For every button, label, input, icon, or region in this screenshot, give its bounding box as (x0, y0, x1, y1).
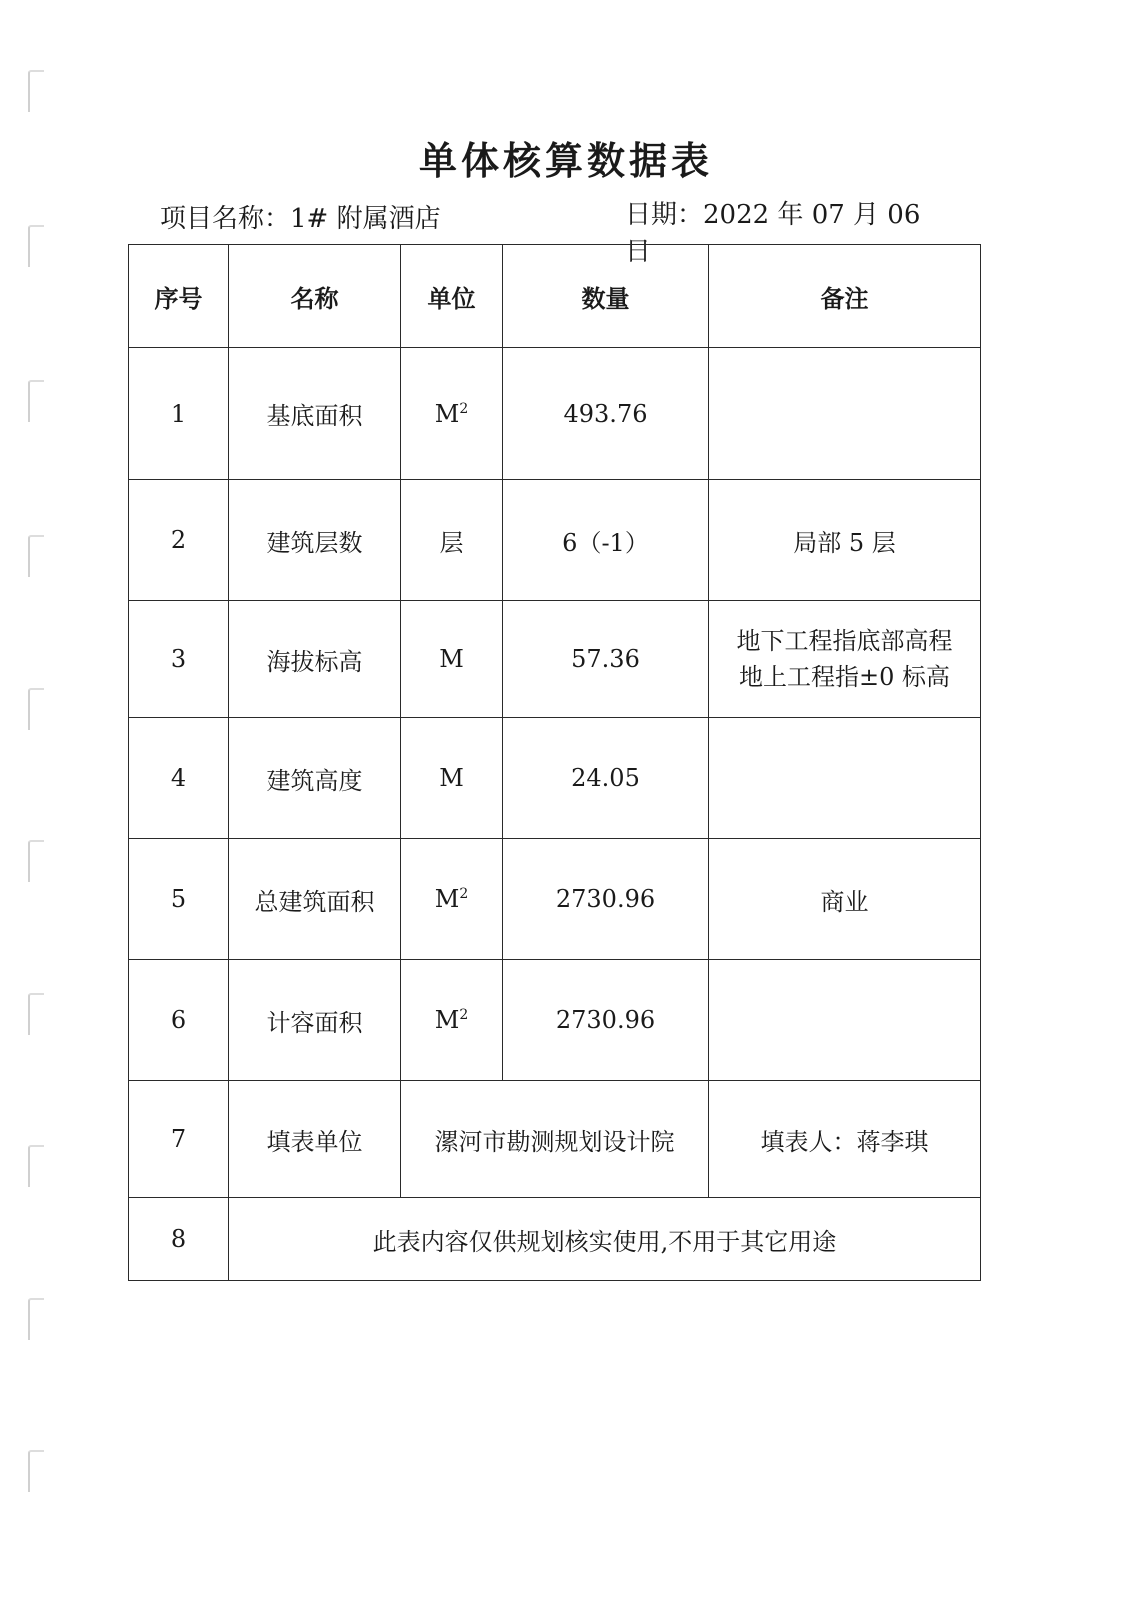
binder-mark (28, 70, 44, 112)
row-name: 建筑层数 (229, 480, 401, 601)
row-no: 4 (129, 718, 229, 839)
row-unit: M (401, 718, 503, 839)
remark-line: 地上工程指±0 标高 (738, 663, 950, 691)
binder-mark (28, 993, 44, 1035)
row-quantity: 493.76 (503, 348, 709, 480)
header-quantity: 数量 (503, 245, 709, 348)
binder-mark (28, 1298, 44, 1340)
table-row-note (129, 1198, 981, 1281)
row-remark: 商业 (709, 839, 981, 960)
header-no: 序号 (129, 245, 229, 348)
table-row (129, 348, 981, 480)
table-row (129, 839, 981, 960)
row-name: 总建筑面积 (229, 839, 401, 960)
binder-mark (28, 535, 44, 577)
row-remark: 局部 5 层 (709, 480, 981, 601)
remark-line: 地下工程指底部高程 (736, 627, 953, 655)
row-no: 5 (129, 839, 229, 960)
binder-mark (28, 1145, 44, 1187)
binder-mark (28, 225, 44, 267)
data-table (128, 244, 981, 1281)
row-unit: $M^2$ (401, 839, 503, 960)
row-quantity: 24.05 (503, 718, 709, 839)
document-title: 单体核算数据表 (418, 139, 713, 183)
row-name: 填表单位 (229, 1081, 401, 1198)
form-filler: 填表人：蒋李琪 (709, 1081, 981, 1198)
row-no: 7 (129, 1081, 229, 1198)
binder-hole-marks (28, 0, 48, 1600)
row-quantity: 6（-1） (503, 480, 709, 601)
row-no: 1 (129, 348, 229, 480)
row-no: 8 (129, 1198, 229, 1281)
header-name: 名称 (229, 245, 401, 348)
filling-organization: 漯河市勘测规划设计院 (401, 1081, 709, 1198)
row-name: 建筑高度 (229, 718, 401, 839)
row-unit: 层 (401, 480, 503, 601)
row-unit: $M^2$ (401, 348, 503, 480)
header-remark: 备注 (709, 245, 981, 348)
row-quantity: 2730.96 (503, 839, 709, 960)
binder-mark (28, 380, 44, 422)
row-unit: $M^2$ (401, 960, 503, 1081)
table-row (129, 480, 981, 601)
row-no: 2 (129, 480, 229, 601)
row-name: 海拔标高 (229, 601, 401, 718)
row-remark (709, 960, 981, 1081)
binder-mark (28, 688, 44, 730)
table-header-row (129, 245, 981, 348)
table-row-filler (129, 1081, 981, 1198)
row-remark (709, 718, 981, 839)
project-name: 项目名称：1# 附属酒店 (160, 204, 441, 234)
binder-mark (28, 840, 44, 882)
row-no: 3 (129, 601, 229, 718)
row-no: 6 (129, 960, 229, 1081)
row-name: 计容面积 (229, 960, 401, 1081)
row-unit: M (401, 601, 503, 718)
row-quantity: 2730.96 (503, 960, 709, 1081)
header-unit: 单位 (401, 245, 503, 348)
binder-mark (28, 1450, 44, 1492)
document-date: 日期：2022 年 07 月 06 日 (625, 200, 921, 267)
table-row (129, 601, 981, 718)
row-remark (709, 601, 981, 718)
row-name: 基底面积 (229, 348, 401, 480)
row-quantity: 57.36 (503, 601, 709, 718)
table-row (129, 718, 981, 839)
row-remark (709, 348, 981, 480)
usage-note: 此表内容仅供规划核实使用,不用于其它用途 (229, 1198, 981, 1281)
table-row (129, 960, 981, 1081)
